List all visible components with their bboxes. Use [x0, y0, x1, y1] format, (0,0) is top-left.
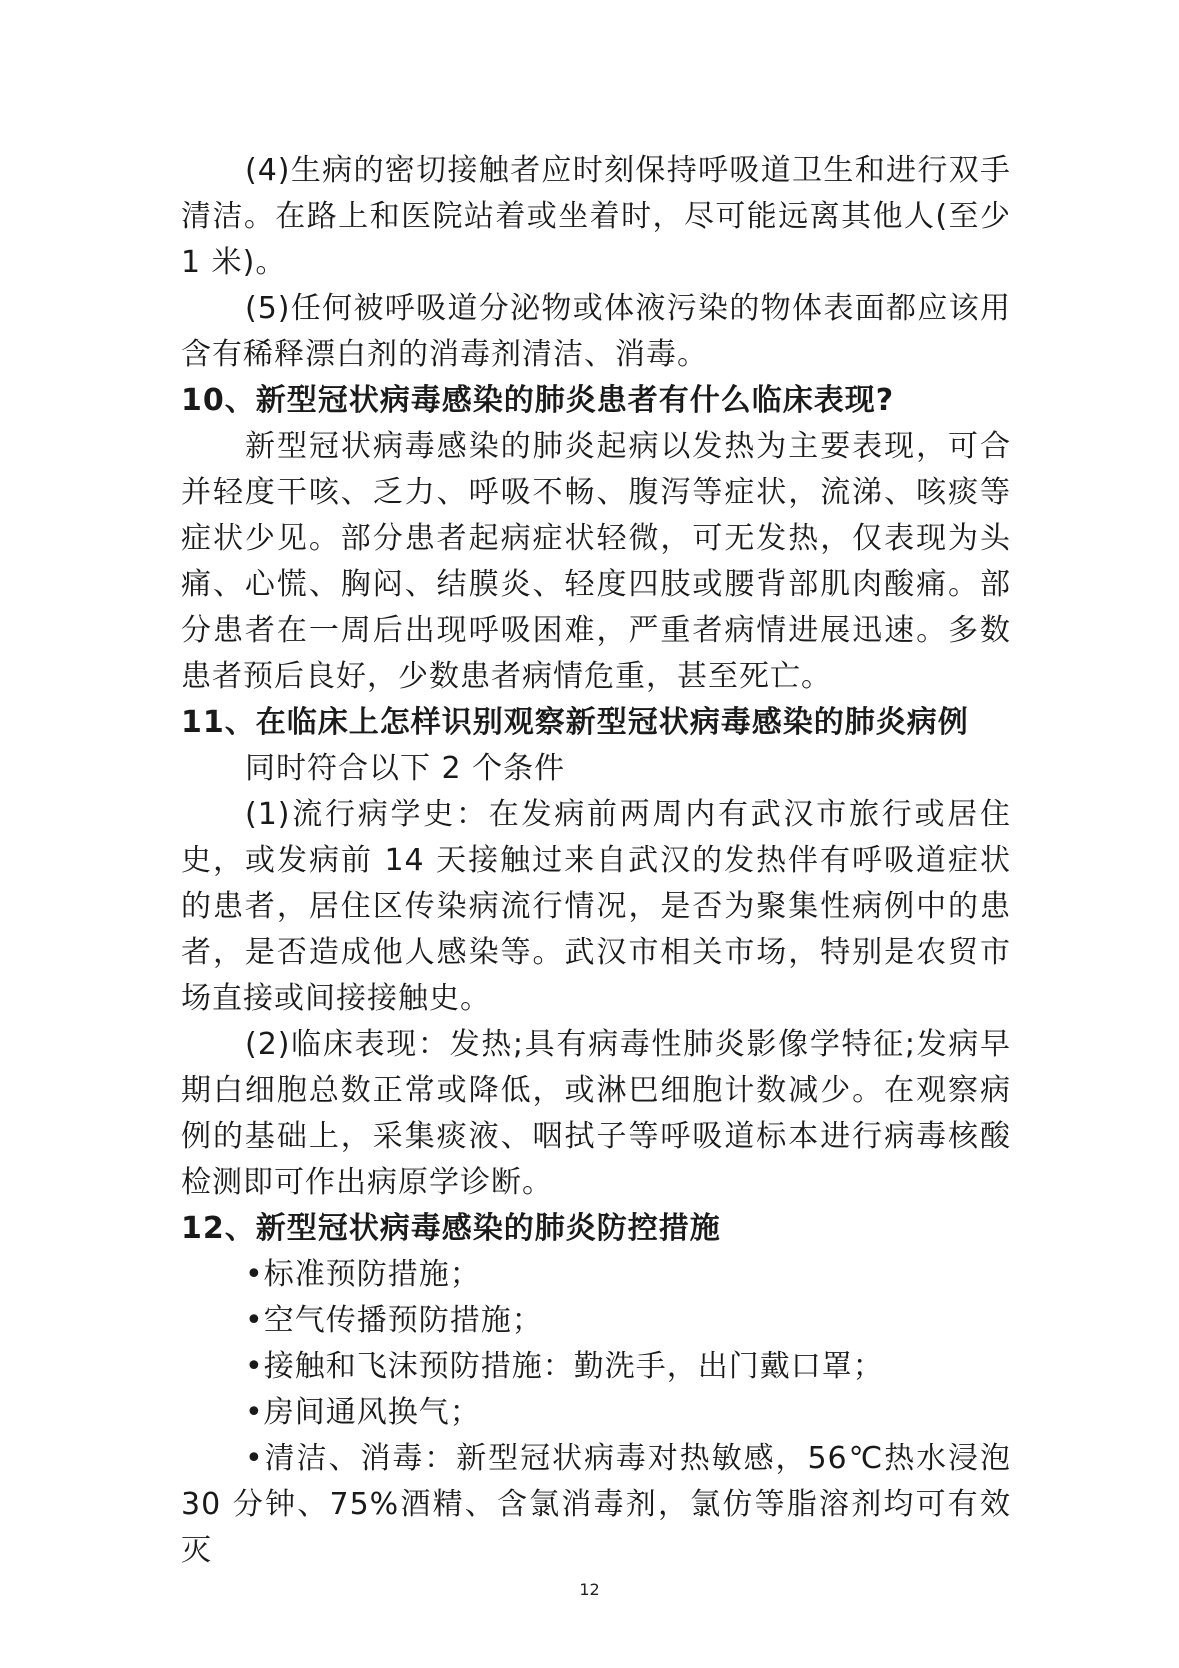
document-body — [181, 148, 1011, 1574]
bullet-airborne-precautions: •空气传播预防措施； — [245, 1303, 543, 1338]
paragraph-clinical-manifestations: 新型冠状病毒感染的肺炎起病以发热为主要表现，可合并轻度干咳、乏力、呼吸不畅、腹泻等症状，流涕、咳痰等症状少见。部分患者起病症状轻微，可无发热，仅表现为头痛、心慌、胸闷、结膜炎、轻度四肢或腰背部肌肉酸痛。部分患者在一周后出现呼吸困难，严重者病情进展迅速。多数患者预后良好，少数患者病情危重，甚至死亡。 — [181, 429, 1011, 694]
paragraph-surface-disinfection: (5)任何被呼吸道分泌物或体液污染的物体表面都应该用含有稀释漂白剂的消毒剂清洁、消毒。 — [181, 291, 1011, 372]
paragraph-close-contact-hygiene: (4)生病的密切接触者应时刻保持呼吸道卫生和进行双手清洁。在路上和医院站着或坐着时，尽可能远离其他人(至少 1 米)。 — [181, 153, 1011, 280]
page-number: 12 — [579, 1580, 600, 1599]
section-heading-10: 10、新型冠状病毒感染的肺炎患者有什么临床表现? — [181, 383, 895, 418]
paragraph-two-conditions: 同时符合以下 2 个条件 — [245, 751, 566, 786]
bullet-contact-droplet-precautions: •接触和飞沫预防措施：勤洗手，出门戴口罩； — [245, 1349, 884, 1384]
bullet-ventilation: •房间通风换气； — [245, 1395, 481, 1430]
section-heading-12: 12、新型冠状病毒感染的肺炎防控措施 — [181, 1211, 721, 1246]
bullet-cleaning-disinfection: •清洁、消毒：新型冠状病毒对热敏感，56℃热水浸泡 30 分钟、75%酒精、含氯消毒剂，氯仿等脂溶剂均可有效灭 — [181, 1441, 1011, 1568]
paragraph-epidemiological-history: (1)流行病学史：在发病前两周内有武汉市旅行或居住史，或发病前 14 天接触过来自武汉的发热伴有呼吸道症状的患者，居住区传染病流行情况，是否为聚集性病例中的患者，是否造成他人感染等。武汉市相关市场，特别是农贸市场直接或间接接触史。 — [181, 797, 1011, 1016]
paragraph-clinical-presentation: (2)临床表现：发热;具有病毒性肺炎影像学特征;发病早期白细胞总数正常或降低，或淋巴细胞计数减少。在观察病例的基础上，采集痰液、咽拭子等呼吸道标本进行病毒核酸检测即可作出病原学诊断。 — [181, 1027, 1011, 1200]
section-heading-11: 11、在临床上怎样识别观察新型冠状病毒感染的肺炎病例 — [181, 705, 969, 740]
bullet-standard-precautions: •标准预防措施； — [245, 1257, 481, 1292]
